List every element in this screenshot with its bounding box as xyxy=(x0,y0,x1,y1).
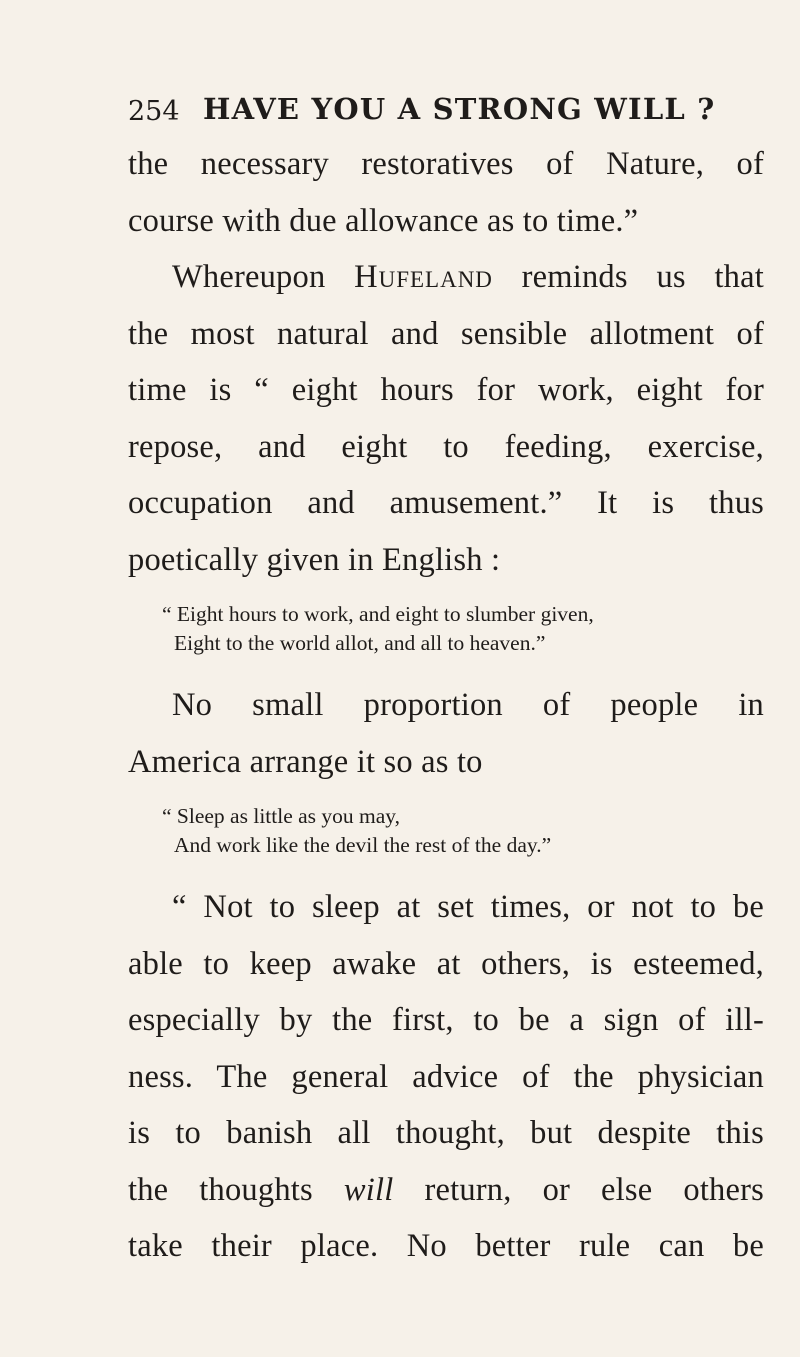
verse-quotation-2 xyxy=(162,802,764,859)
paragraph-1 xyxy=(128,136,764,249)
paragraph-3 xyxy=(128,677,764,790)
text-line: occupation and amusement.” It is thus xyxy=(128,485,764,521)
text-line: poetically given in English : xyxy=(128,541,501,578)
text-line: take their place. No better rule can be xyxy=(128,1228,764,1264)
emphasized-word: will xyxy=(343,1171,394,1208)
text-line: able to keep awake at others, is esteemed, xyxy=(128,945,764,982)
running-title: HAVE YOU A STRONG WILL ? xyxy=(203,92,716,126)
text-line: “ Not to sleep at set times, or not to be xyxy=(172,889,764,925)
text-line: the necessary restoratives of Nature, of xyxy=(128,146,764,182)
verse-line: And work like the devil the rest of the day.” xyxy=(174,832,552,857)
text-line xyxy=(128,1162,764,1219)
text-line: ness. The general advice of the physician xyxy=(128,1058,764,1095)
paragraph-4 xyxy=(128,879,764,1275)
text-line: No small proportion of people in xyxy=(172,687,764,723)
text-line xyxy=(128,249,764,306)
author-name: Hufeland xyxy=(354,259,493,295)
text-line: the most natural and sensible allotment of xyxy=(128,315,764,352)
verse-quotation-1 xyxy=(162,600,764,657)
verse-line: “ Eight hours to work, and eight to slumber given, xyxy=(162,602,594,626)
page-number: 254 xyxy=(128,96,180,127)
text-segment: the thoughts xyxy=(128,1171,344,1208)
text-line: is to banish all thought, but despite this xyxy=(128,1115,764,1151)
text-line: America arrange it so as to xyxy=(128,743,483,780)
text-line: time is “ eight hours for work, eight for xyxy=(128,372,764,408)
text-line: repose, and eight to feeding, exercise, xyxy=(128,428,764,465)
verse-line: Eight to the world allot, and all to heaven.” xyxy=(174,630,546,655)
text-segment: Whereupon xyxy=(172,259,355,295)
text-line: especially by the first, to be a sign of ill- xyxy=(128,1002,764,1038)
verse-line: “ Sleep as little as you may, xyxy=(162,804,401,828)
paragraph-2 xyxy=(128,249,764,588)
text-segment: reminds us that xyxy=(492,259,764,295)
running-head xyxy=(128,86,716,130)
text-line: course with due allowance as to time.” xyxy=(128,202,639,239)
text-segment: return, or else others xyxy=(393,1171,765,1208)
body-text xyxy=(128,136,764,1275)
